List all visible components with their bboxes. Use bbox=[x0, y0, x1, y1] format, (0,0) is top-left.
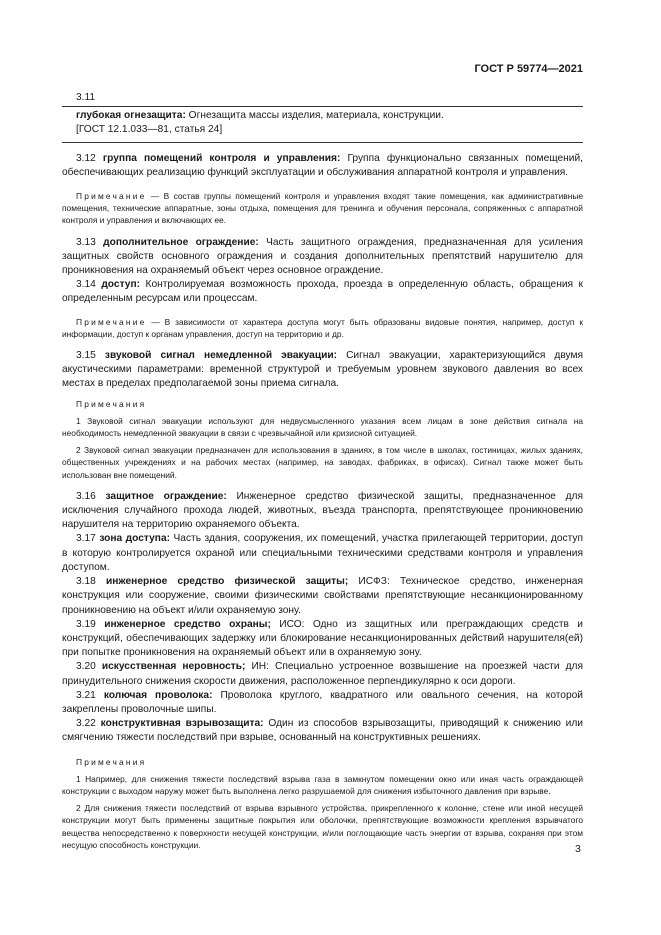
def-3-19-term: инженерное средство охраны; bbox=[104, 618, 271, 630]
def-3-12-note-label: Примечание bbox=[76, 191, 147, 202]
def-3-22-text: Один из способов взрывозащиты, приводящий к снижению или смягчению тяжести последствий при взрыве, основанный на конструктивных решениях. bbox=[62, 718, 583, 744]
def-3-20-term: искусственная неровность; bbox=[101, 661, 246, 673]
def-3-14-note-text: — В зависимости от характера доступа могут быть образованы видовые понятия, например, доступ к информации, доступ к органам управления, доступ на территорию и др. bbox=[62, 316, 583, 339]
def-3-11-text: Огнезащита массы изделия, материала, конструкции. bbox=[185, 110, 444, 122]
def-3-22 bbox=[62, 717, 583, 745]
def-3-18-term: инженерное средство физической защиты; bbox=[106, 576, 349, 588]
def-3-12-number: 3.12 bbox=[76, 152, 96, 164]
def-3-11-term: глубокая огнезащита: bbox=[76, 110, 186, 122]
def-3-20-text: ИН: Специально устроенное возвышение на проезжей части для принудительного снижения скорости движения, расположенное перпендикулярно к оси дороги. bbox=[62, 661, 584, 687]
def-3-13 bbox=[62, 236, 583, 279]
def-3-22-note-2: 2 Для снижения тяжести последствий от взрыва взрывного устройства, прикрепленного к колонне, стене или иной несущей конструкции могут быть применены защитные покрытия или оболочки, препятствующие возможности крепления взрывчатого вещества непосредственно к поверхности несущей конструкции, и/или поглощающие часть энергии от взрыва, сохраняя при этом несущую способность конструкции. bbox=[62, 803, 583, 850]
def-3-16-text: Инженерное средство физической защиты, предназначенное для исключения случайного прохода людей, животных, въезда транспорта, препятствующее проникновению нарушителя на территорию охраняемого объекта. bbox=[62, 490, 583, 531]
def-3-14-text: Контролируемая возможность прохода, проезда в определенную область, обращения к определенным ресурсам или процессам. bbox=[62, 279, 583, 305]
def-3-12-text: Группа функционально связанных помещений, обеспечивающих реализацию функций эксплуатации и обслуживания аппаратной контроля и управления. bbox=[62, 152, 583, 178]
def-3-19-number: 3.19 bbox=[76, 618, 96, 630]
def-3-15 bbox=[62, 349, 583, 392]
def-3-17 bbox=[62, 532, 583, 575]
def-3-21-number: 3.21 bbox=[76, 689, 96, 701]
def-3-16-number: 3.16 bbox=[76, 490, 96, 502]
def-3-13-term: дополнительное ограждение: bbox=[103, 236, 259, 248]
def-3-19-text: ИСО: Одно из защитных или преграждающих средств и конструкций, обеспечивающих задержку или блокирование несанкционированных действий нарушителя(ей) при попытке проникновения на охраняемый объект или в охраняемую зону. bbox=[62, 618, 583, 659]
def-3-12-note-text: — В состав группы помещений контроля и управления входят такие помещения, как административные помещения, технические аппаратные, зоны отдыха, помещения для тренинга и обучения персонала, сопряженных с аппаратной контроля и управления и включающих ее. bbox=[62, 191, 583, 226]
def-3-15-note-2: 2 Звуковой сигнал эвакуации предназначен для использования в зданиях, в том числе в школах, гостиницах, жилых зданиях, общественных учреждениях и на рабочих местах (например, на заводах, фабриках, в офисах). Сигнал также может быть использован вне помещений. bbox=[62, 445, 583, 480]
def-3-13-number: 3.13 bbox=[76, 236, 96, 248]
def-3-12-note bbox=[62, 190, 583, 227]
def-3-18 bbox=[62, 575, 583, 618]
def-3-12-term: группа помещений контроля и управления: bbox=[102, 152, 341, 164]
standard-designation: ГОСТ Р 59774—2021 bbox=[474, 63, 583, 75]
def-3-16 bbox=[62, 490, 583, 533]
def-3-14-note-label: Примечание bbox=[76, 316, 147, 327]
def-3-21-text: Проволока круглого, квадратного или овального сечения, на которой закреплены проволочные шипы. bbox=[62, 689, 583, 715]
def-3-14-number: 3.14 bbox=[76, 279, 96, 291]
def-3-19 bbox=[62, 618, 583, 661]
def-3-15-text: Сигнал эвакуации, характеризующийся двумя акустическими параметрами: временной структурой и требуемым уровнем звукового давления во всех местах в пределах предполагаемой зоны приема сигнала. bbox=[62, 350, 584, 390]
def-3-13-text: Часть защитного ограждения, предназначенная для усиления защитных свойств основного ограждения и создания дополнительных препятствий нарушителю для проникновения на охраняемый объект через основное ограждение. bbox=[62, 236, 583, 277]
def-3-11-box bbox=[62, 106, 583, 142]
def-3-14-note bbox=[62, 316, 583, 340]
def-3-20-number: 3.20 bbox=[76, 661, 96, 673]
def-3-15-number: 3.15 bbox=[76, 350, 96, 362]
def-3-22-number: 3.22 bbox=[76, 718, 96, 730]
def-3-20 bbox=[62, 660, 583, 688]
def-3-22-term: конструктивная взрывозащита: bbox=[100, 718, 264, 730]
def-3-15-term: звуковой сигнал немедленной эвакуации: bbox=[104, 350, 338, 362]
def-3-11 bbox=[76, 109, 583, 123]
def-3-18-text: ИСФЗ: Техническое средство, инженерная конструкция или сооружение, своими физическими свойствами препятствующие несанкционированному проникновению на объект и/или охраняемую зону. bbox=[62, 576, 583, 616]
def-3-17-text: Часть здания, сооружения, их помещений, участка прилегающей территории, доступ в которую контролируется охраной или специальными техническими средствами контроля и управления доступом. bbox=[62, 533, 583, 573]
def-3-21-term: колючая проволока: bbox=[103, 689, 213, 701]
page-number: 3 bbox=[575, 843, 581, 855]
def-3-21 bbox=[62, 689, 583, 717]
document-body bbox=[62, 91, 583, 851]
def-3-14-term: доступ: bbox=[101, 279, 141, 291]
def-3-17-number: 3.17 bbox=[76, 533, 96, 545]
def-3-16-term: защитное ограждение: bbox=[105, 490, 227, 502]
def-3-22-note-1: 1 Например, для снижения тяжести последствий взрыва газа в замкнутом помещении окно или иная часть ограждающей конструкции с выходом наружу может быть выполнена легко разрушаемой для снижения избыточного давления при взрыве. bbox=[62, 773, 583, 796]
def-3-11-number: 3.11 bbox=[76, 92, 96, 103]
def-3-12 bbox=[62, 152, 583, 180]
def-3-18-number: 3.18 bbox=[76, 576, 96, 588]
def-3-15-note-1: 1 Звуковой сигнал эвакуации используют для недвусмысленного указания всем лицам в зоне действия сигнала на необходимость немедленной эвакуации в связи с чрезвычайной или кризисной ситуацией. bbox=[62, 415, 583, 439]
def-3-17-term: зона доступа: bbox=[99, 533, 171, 545]
def-3-15-notes-heading: Примечания bbox=[76, 398, 147, 409]
def-3-11-source: [ГОСТ 12.1.033—81, статья 24] bbox=[76, 124, 223, 136]
def-3-22-notes-heading: Примечания bbox=[76, 756, 147, 767]
def-3-14 bbox=[62, 278, 583, 306]
